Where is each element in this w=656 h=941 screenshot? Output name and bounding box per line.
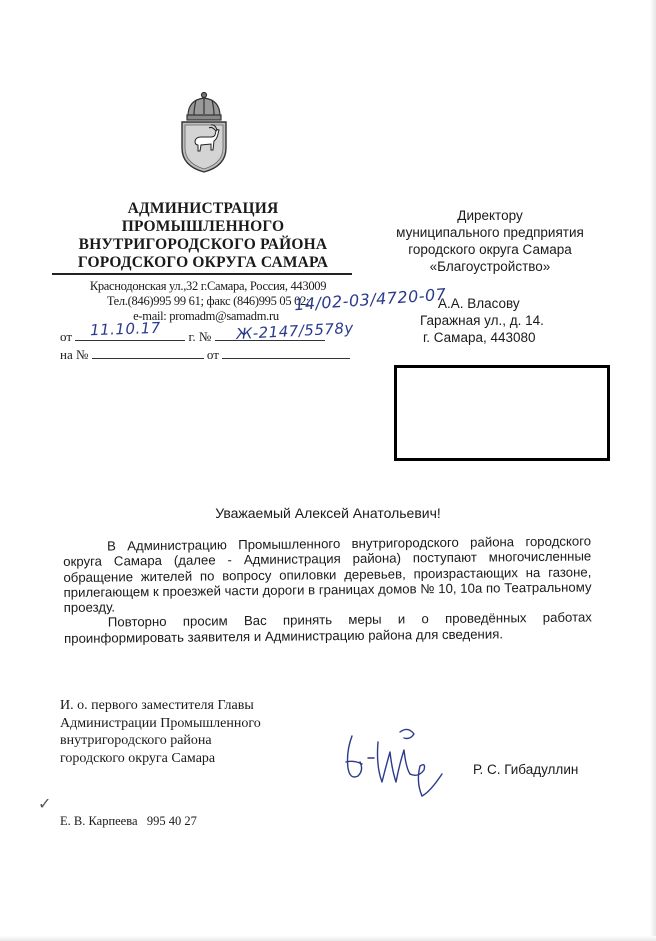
- recipient-street: Гаражная ул., д. 14.: [420, 313, 544, 328]
- org-line: АДМИНИСТРАЦИЯ: [127, 200, 279, 217]
- recipient-line: «Благоустройство»: [429, 259, 551, 274]
- samara-coat-of-arms-icon: [174, 90, 234, 174]
- body-paragraph: В Администрацию Промышленного внутригородского района городского округа Самара (далее - Администрация района) поступают многочисленные обращение жителей по вопросу опиловки деревьев, произрастающих на газоне, прилегающем к проезжей части дороги в границах домов № 10, 10а по Театральному проезду.: [63, 533, 592, 616]
- position-line: городского округа Самара: [60, 750, 216, 766]
- recipient-block: [376, 207, 604, 275]
- handwritten-signature: [338, 722, 450, 802]
- recipient-city: г. Самара, 443080: [423, 330, 536, 345]
- header-divider: [52, 273, 352, 275]
- position-line: Администрации Промышленного: [60, 715, 261, 731]
- page-edge-right: [650, 0, 656, 941]
- salutation: Уважаемый Алексей Анатольевич!: [215, 505, 441, 521]
- incoming-registration: [60, 345, 350, 363]
- sender-address: Краснодонская ул.,32 г.Самара, Россия, 443009: [89, 279, 327, 293]
- incoming-stamp-number: 14/02-03/4720-07: [293, 284, 447, 315]
- body-paragraph: Повторно просим Вас принять меры и о проведённых работах проинформировать заявителя и Администрацию района для сведения.: [63, 609, 592, 646]
- incoming-date-label: от: [206, 347, 219, 362]
- signatory-name: Р. С. Гибадуллин: [473, 762, 579, 777]
- outgoing-number-handwritten: Ж-2147/5578у: [235, 318, 355, 344]
- letter-body: [63, 533, 592, 646]
- page-edge-bottom: [0, 936, 656, 941]
- outgoing-date-label: от: [60, 329, 73, 344]
- incoming-date-field: [222, 345, 350, 359]
- org-line: ГОРОДСКОГО ОКРУГА САМАРА: [77, 254, 329, 271]
- check-mark-icon: ✓: [38, 796, 52, 813]
- org-line: ПРОМЫШЛЕННОГО: [121, 218, 285, 235]
- recipient-line: муниципального предприятия: [396, 225, 584, 240]
- outgoing-date-handwritten: 11.10.17: [89, 318, 162, 340]
- recipient-line: Директору: [457, 208, 523, 223]
- incoming-number-field: [92, 345, 204, 359]
- signatory-position: [60, 697, 261, 767]
- org-line: ВНУТРИГОРОДСКОГО РАЙОНА: [78, 236, 328, 253]
- redaction-box: [394, 365, 610, 461]
- executor-contact: Е. В. Карпеева 995 40 27: [60, 814, 197, 828]
- outgoing-number-label: г. №: [188, 329, 212, 344]
- recipient-name: А.А. Власову: [438, 296, 520, 311]
- sender-email: e-mail: promadm@samadm.ru: [133, 309, 279, 323]
- position-line: внутригородского района: [60, 733, 212, 748]
- recipient-line: городского округа Самара: [408, 242, 572, 257]
- sender-organization: [48, 200, 358, 272]
- sender-phone: Тел.(846)995 99 61; факс (846)995 05 02;: [106, 294, 310, 308]
- incoming-number-label: на №: [60, 347, 89, 362]
- position-line: И. о. первого заместителя Главы: [60, 698, 254, 713]
